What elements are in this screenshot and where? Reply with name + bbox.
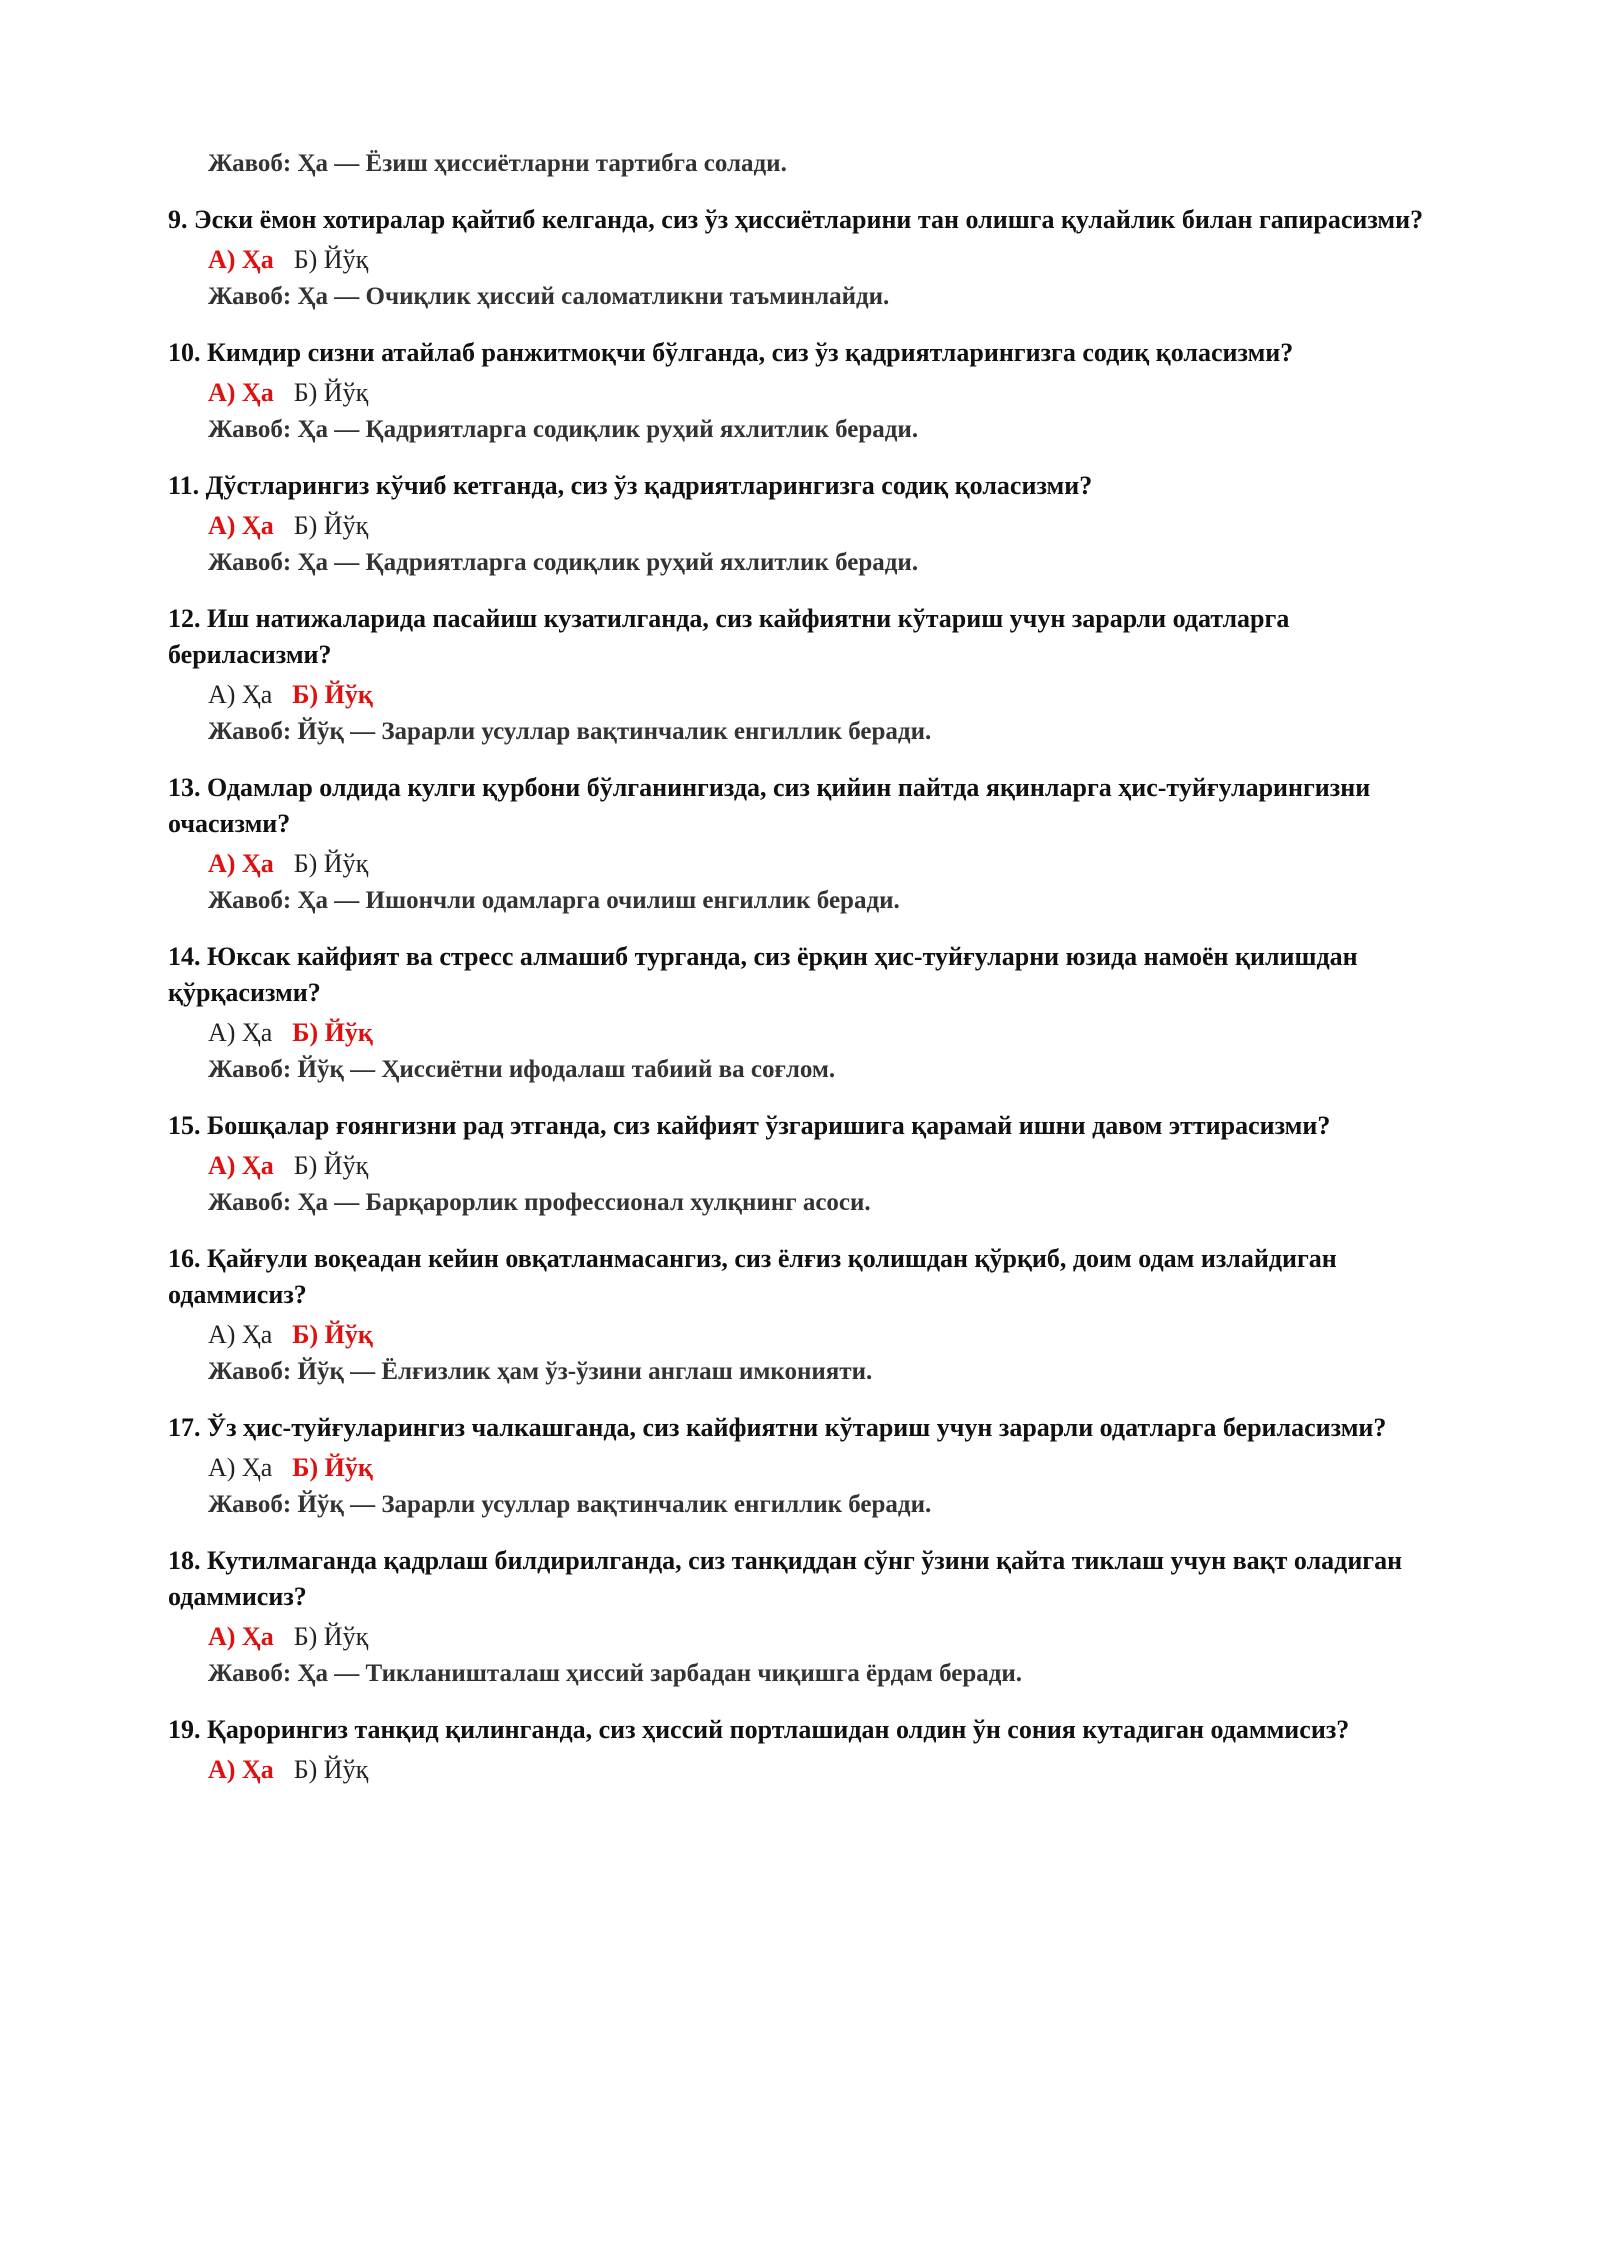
option-a: А) Ҳа [208, 245, 274, 274]
question-block [168, 468, 1433, 581]
option-a: А) Ҳа [208, 1622, 274, 1651]
question-block [168, 1108, 1433, 1221]
option-a: А) Ҳа [208, 1453, 273, 1482]
question-block [168, 770, 1433, 919]
option-b: Б) Йўқ [292, 1453, 373, 1482]
option-a: А) Ҳа [208, 1320, 273, 1349]
answer-line: Жавоб: Йўқ — Ёлғизлик ҳам ўз-ўзини англаш имконияти. [208, 1358, 873, 1385]
answer-options [208, 1618, 1433, 1656]
option-a: А) Ҳа [208, 849, 274, 878]
answer-options [208, 1316, 1433, 1354]
option-b: Б) Йўқ [293, 1151, 369, 1180]
question-text: 19. Қарорингиз танқид қилинганда, сиз ҳиссий портлашидан олдин ўн сония кутадиган одаммисиз? [168, 1715, 1350, 1744]
question-text: 13. Одамлар олдида кулги қурбони бўлганингизда, сиз қийин пайтда яқинларга ҳис-туйғуларингизни очасизми? [168, 773, 1371, 838]
question-text: 12. Иш натижаларида пасайиш кузатилганда, сиз кайфиятни кўтариш учун зарарли одатларга бериласизми? [168, 604, 1290, 669]
question-text: 11. Дўстларингиз кўчиб кетганда, сиз ўз қадриятларингизга содиқ қоласизми? [168, 471, 1093, 500]
option-a: А) Ҳа [208, 378, 274, 407]
answer-line: Жавоб: Йўқ — Ҳиссиётни ифодалаш табиий ва соғлом. [208, 1056, 836, 1083]
question-block [168, 1543, 1433, 1692]
answer-options [208, 676, 1433, 714]
question-block [168, 202, 1433, 315]
question-text: 10. Кимдир сизни атайлаб ранжитмоқчи бўлганда, сиз ўз қадриятларингизга содиқ қоласизми? [168, 338, 1294, 367]
question-block [168, 1410, 1433, 1523]
option-b: Б) Йўқ [293, 1622, 369, 1651]
answer-line: Жавоб: Ҳа — Барқарорлик профессионал хулқнинг асоси. [208, 1189, 871, 1216]
question-text: 15. Бошқалар ғоянгизни рад этганда, сиз кайфият ўзгаришига қарамай ишни давом эттирасизми? [168, 1111, 1331, 1140]
question-text: 9. Эски ёмон хотиралар қайтиб келганда, сиз ўз ҳиссиётларини тан олишга қулайлик билан гапирасизми? [168, 205, 1424, 234]
question-block [168, 335, 1433, 448]
answer-line: Жавоб: Йўқ — Зарарли усуллар вақтинчалик енгиллик беради. [208, 1491, 932, 1518]
answer-line: Жавоб: Ҳа — Ишончли одамларга очилиш енгиллик беради. [208, 887, 900, 914]
option-b: Б) Йўқ [293, 849, 369, 878]
answer-line: Жавоб: Ҳа — Қадриятларга содиқлик руҳий яхлитлик беради. [208, 549, 919, 576]
question-block [168, 1241, 1433, 1390]
question-list [168, 202, 1433, 1789]
answer-options [208, 1449, 1433, 1487]
answer-line: Жавоб: Ҳа — Қадриятларга содиқлик руҳий яхлитлик беради. [208, 416, 919, 443]
option-b: Б) Йўқ [293, 378, 369, 407]
option-b: Б) Йўқ [292, 1320, 373, 1349]
question-text: 16. Қайғули воқеадан кейин овқатланмасангиз, сиз ёлғиз қолишдан қўрқиб, доим одам излайдиган одаммисиз? [168, 1244, 1337, 1309]
answer-line: Жавоб: Ҳа — Тикланишталаш ҳиссий зарбадан чиқишга ёрдам беради. [208, 1660, 1023, 1687]
answer-line: Жавоб: Йўқ — Зарарли усуллар вақтинчалик енгиллик беради. [208, 718, 932, 745]
option-a: А) Ҳа [208, 1151, 274, 1180]
answer-options [208, 845, 1433, 883]
question-text: 14. Юксак кайфият ва стресс алмашиб турганда, сиз ёрқин ҳис-туйғуларни юзида намоён қилишдан қўрқасизми? [168, 942, 1358, 1007]
question-text: 17. Ўз ҳис-туйғуларингиз чалкашганда, сиз кайфиятни кўтариш учун зарарли одатларга бериласизми? [168, 1413, 1387, 1442]
question-block [168, 939, 1433, 1088]
question-block [168, 1712, 1433, 1789]
option-a: А) Ҳа [208, 1018, 273, 1047]
option-b: Б) Йўқ [292, 680, 373, 709]
answer-options [208, 1751, 1433, 1789]
question-text: 18. Кутилмаганда қадрлаш билдирилганда, сиз танқиддан сўнг ўзини қайта тиклаш учун вақт оладиган одаммисиз? [168, 1546, 1403, 1611]
answer-line: Жавоб: Ҳа — Очиқлик ҳиссий саломатликни таъминлайди. [208, 283, 890, 310]
question-block [168, 601, 1433, 750]
option-a: А) Ҳа [208, 1755, 274, 1784]
option-b: Б) Йўқ [293, 245, 369, 274]
answer-line: Жавоб: Ҳа — Ёзиш ҳиссиётларни тартибга солади. [208, 150, 787, 177]
answer-options [208, 1014, 1433, 1052]
answer-options [208, 374, 1433, 412]
option-a: А) Ҳа [208, 680, 273, 709]
quiz-content [168, 146, 1433, 1789]
option-b: Б) Йўқ [293, 511, 369, 540]
answer-options [208, 1147, 1433, 1185]
option-b: Б) Йўқ [292, 1018, 373, 1047]
option-b: Б) Йўқ [293, 1755, 369, 1784]
answer-options [208, 241, 1433, 279]
option-a: А) Ҳа [208, 511, 274, 540]
answer-options [208, 507, 1433, 545]
